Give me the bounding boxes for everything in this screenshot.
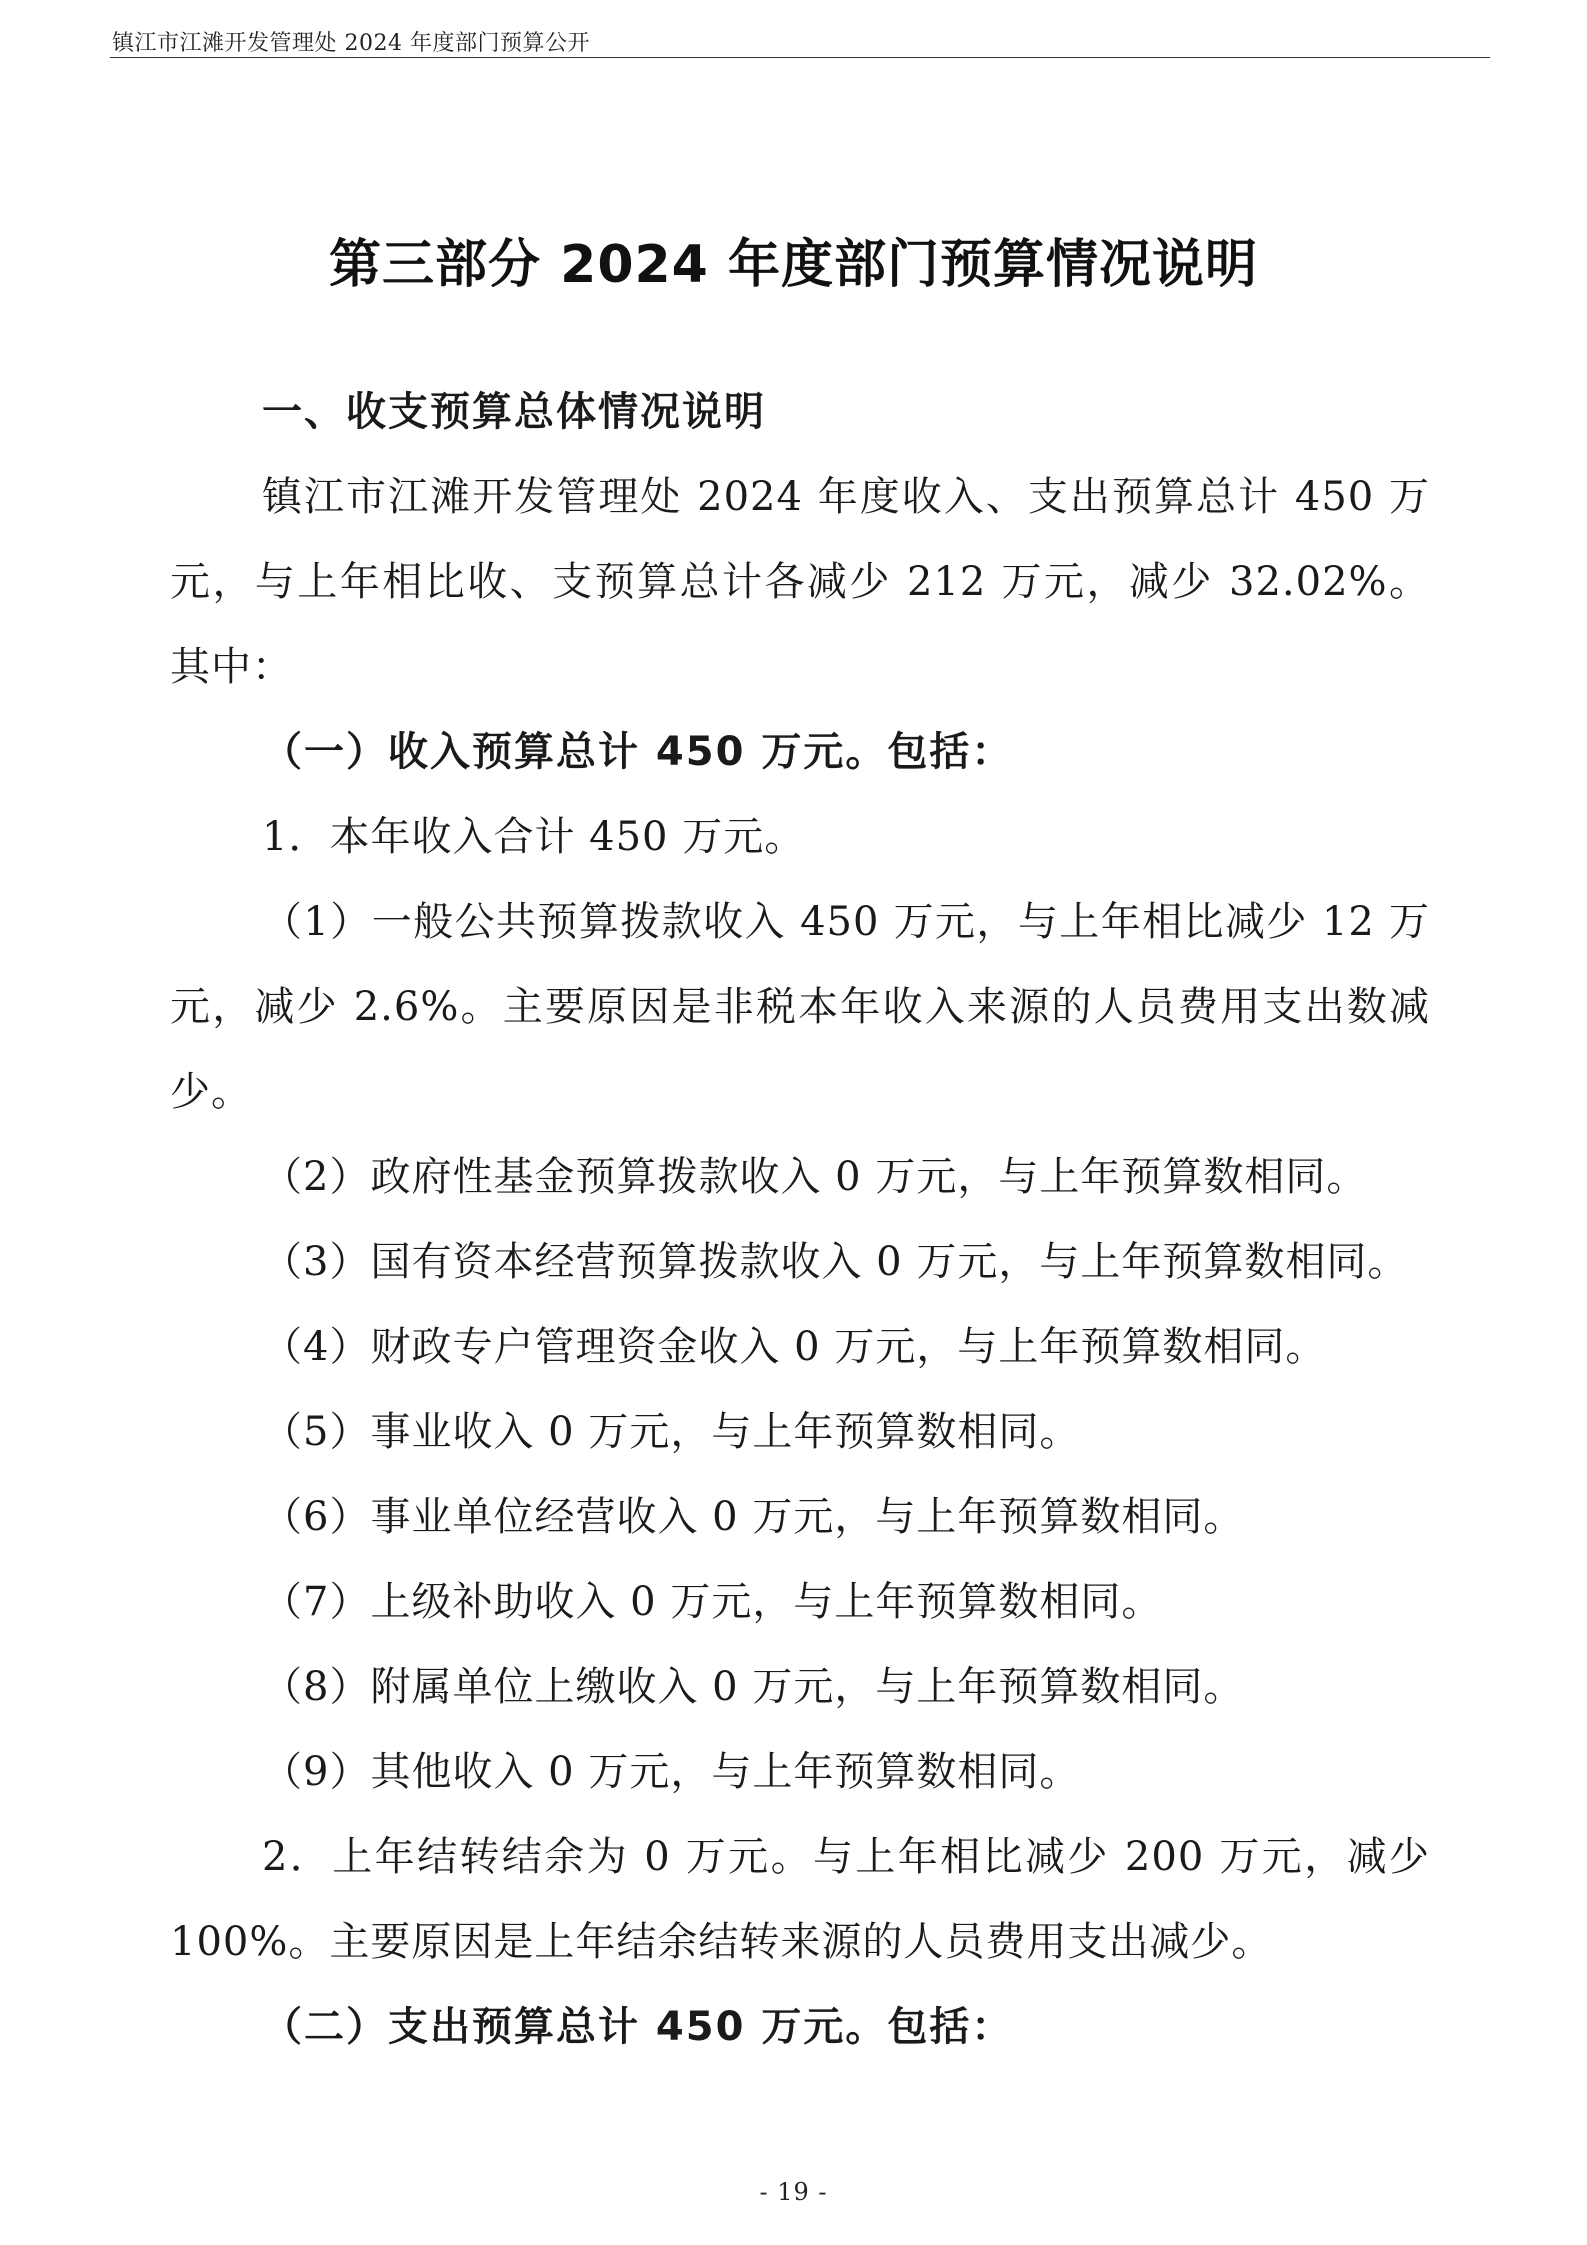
paragraph-subitem-4: （4）财政专户管理资金收入 0 万元，与上年预算数相同。 [262, 1324, 1327, 1370]
page-number: - 19 - [759, 2178, 828, 2206]
paragraph-subitem-6: （6）事业单位经营收入 0 万元，与上年预算数相同。 [262, 1494, 1245, 1540]
paragraph-subitem-8: （8）附属单位上缴收入 0 万元，与上年预算数相同。 [262, 1664, 1245, 1710]
paragraph-subitem-3: （3）国有资本经营预算拨款收入 0 万元，与上年预算数相同。 [262, 1239, 1409, 1285]
paragraph-subitem-1: （1）一般公共预算拨款收入 450 万元，与上年相比减少 12 万元，减少 2.6%。主要原因是非税本年收入来源的人员费用支出数减少。 [170, 899, 1430, 1115]
paragraph-item-1: 1．本年收入合计 450 万元。 [262, 814, 806, 860]
header-rule [110, 57, 1490, 58]
paragraph-subitem-5: （5）事业收入 0 万元，与上年预算数相同。 [262, 1409, 1081, 1455]
subsection-heading-income: （一）收入预算总计 450 万元。包括： [262, 729, 1014, 775]
paragraph-summary: 镇江市江滩开发管理处 2024 年度收入、支出预算总计 450 万元，与上年相比收、支预算总计各减少 212 万元，减少 32.02%。其中： [170, 474, 1430, 690]
running-header: 镇江市江滩开发管理处 2024 年度部门预算公开 [112, 31, 590, 56]
document-body [170, 370, 1430, 2070]
page-title: 第三部分 2024 年度部门预算情况说明 [329, 235, 1258, 295]
paragraph-item-2: 2．上年结转结余为 0 万元。与上年相比减少 200 万元，减少 100%。主要原因是上年结余结转来源的人员费用支出减少。 [170, 1834, 1430, 1965]
subsection-heading-expenditure: （二）支出预算总计 450 万元。包括： [262, 2004, 1014, 2050]
paragraph-subitem-2: （2）政府性基金预算拨款收入 0 万元，与上年预算数相同。 [262, 1154, 1368, 1200]
section-heading-1: 一、收支预算总体情况说明 [262, 389, 766, 435]
paragraph-subitem-7: （7）上级补助收入 0 万元，与上年预算数相同。 [262, 1579, 1163, 1625]
paragraph-subitem-9: （9）其他收入 0 万元，与上年预算数相同。 [262, 1749, 1081, 1795]
